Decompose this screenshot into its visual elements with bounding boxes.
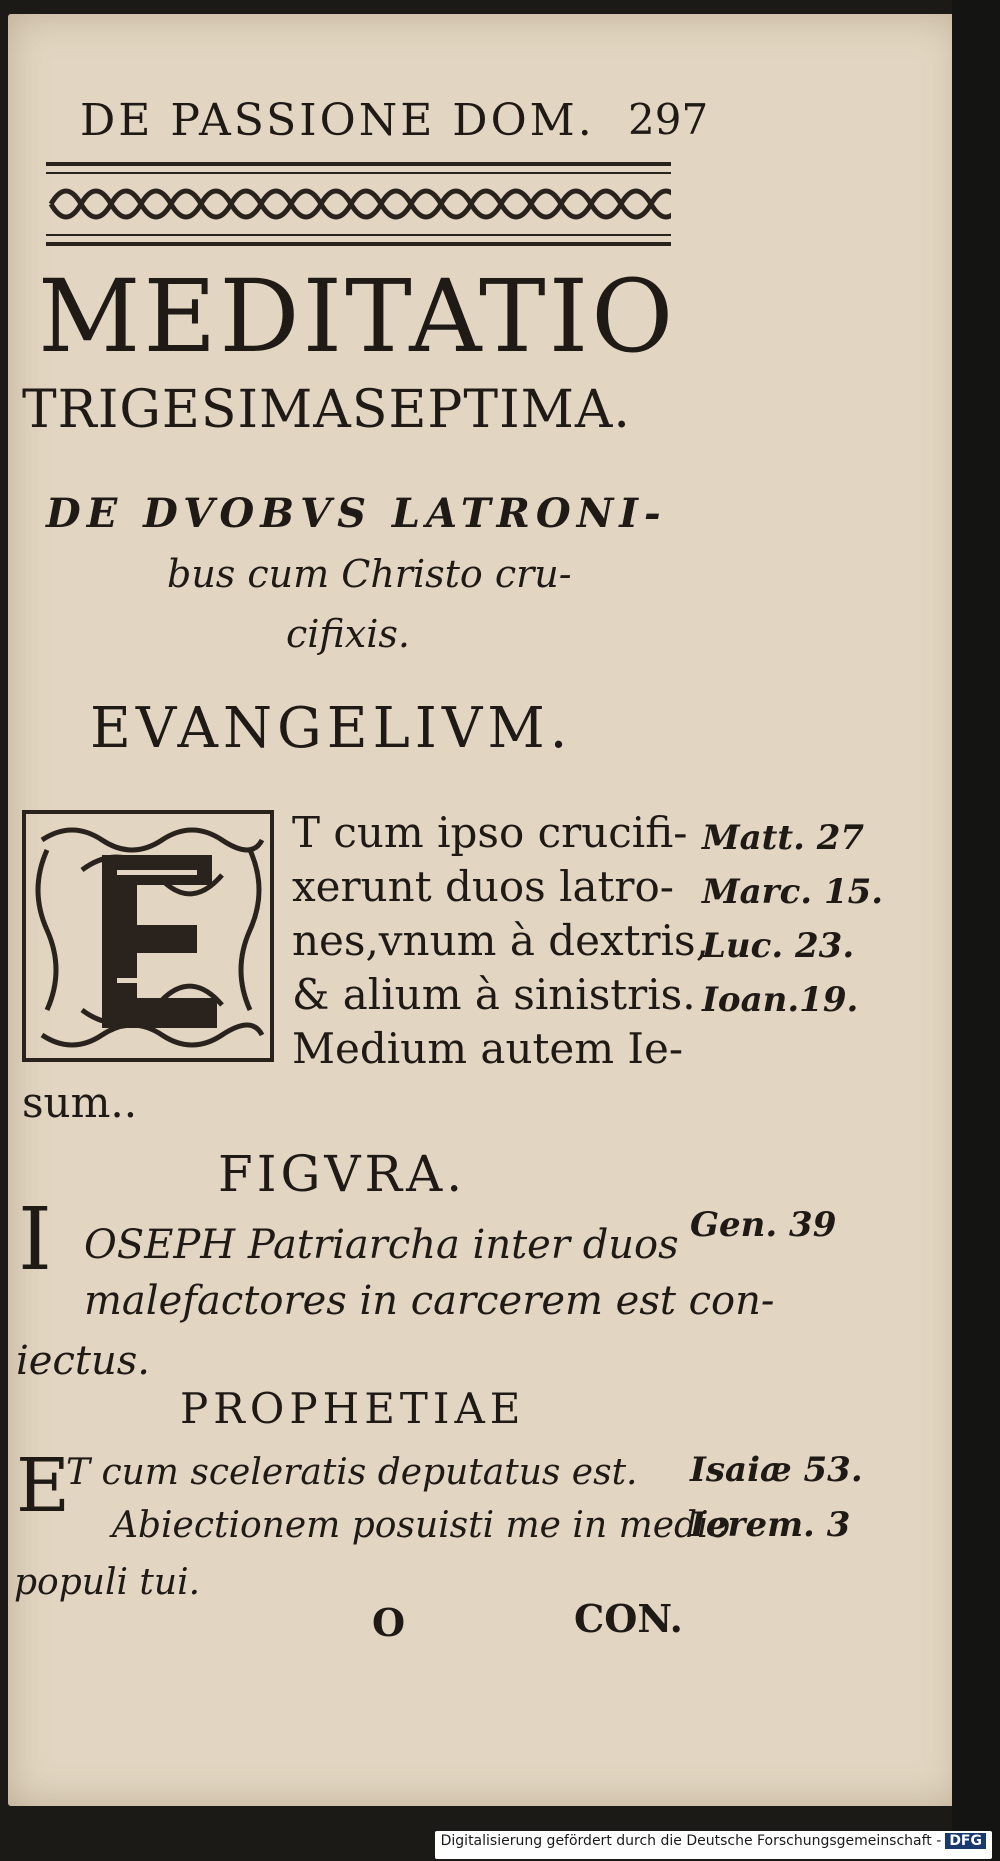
gospel-line-4: & alium à sinistris.	[292, 970, 696, 1019]
decorated-initial-e	[22, 810, 274, 1062]
running-title: DE PASSIONE DOM.	[80, 95, 595, 146]
figura-heading: FIGVRA.	[218, 1145, 467, 1203]
evangelium-heading: EVANGELIVM.	[90, 696, 573, 761]
margin-ref-luke: Luc. 23.	[702, 926, 855, 966]
subtitle-line-3: cifixis.	[286, 612, 410, 656]
margin-ref-matthew: Matt. 27	[702, 818, 865, 858]
margin-ref-isaiah: Isaiæ 53.	[690, 1450, 863, 1490]
gospel-line-3: nes,vnum à dextris,	[292, 916, 709, 965]
figura-line-1: OSEPH Patriarcha inter duos	[84, 1222, 679, 1268]
margin-ref-john: Ioan.19.	[702, 980, 859, 1020]
subtitle-line-2: bus cum Christo cru-	[167, 552, 572, 596]
gospel-line-5: Medium autem Ie-	[292, 1024, 684, 1073]
catchword: CON.	[574, 1596, 683, 1641]
meditation-number: TRIGESIMASEPTIMA.	[22, 380, 631, 440]
prophetiae-heading: PROPHETIAE	[180, 1384, 526, 1433]
credit-text: Digitalisierung gefördert durch die Deutsche Forschungsgemeinschaft -	[440, 1833, 942, 1849]
ornament-band	[46, 160, 671, 248]
digitization-credit	[435, 1831, 992, 1859]
signature-mark: O	[372, 1600, 406, 1645]
gospel-line-2: xerunt duos latro-	[292, 862, 674, 911]
prophetiae-initial: E	[16, 1443, 71, 1529]
figura-line-3: iectus.	[16, 1338, 150, 1384]
figura-initial: I	[18, 1190, 52, 1290]
margin-ref-jeremiah: Ierem. 3	[690, 1505, 851, 1545]
gospel-line-1: T cum ipso crucifi-	[292, 808, 688, 857]
prophecy-line-3: populi tui.	[14, 1562, 201, 1603]
prophecy-line-2: Abiectionem posuisti me in medio	[112, 1505, 731, 1546]
page-number: 297	[628, 95, 709, 144]
dfg-logo: DFG	[945, 1833, 986, 1849]
margin-ref-mark: Marc. 15.	[702, 872, 884, 912]
subtitle-line-1: DE DVOBVS LATRONI-	[46, 490, 667, 537]
figura-line-2: malefactores in carcerem est con-	[84, 1278, 775, 1324]
margin-ref-genesis: Gen. 39	[690, 1205, 837, 1245]
meditation-title: MEDITATIO	[38, 258, 677, 375]
page-edge-shadow	[952, 0, 1000, 1861]
gospel-line-6: sum..	[22, 1078, 138, 1127]
prophecy-line-1: T cum sceleratis deputatus est.	[66, 1452, 638, 1493]
